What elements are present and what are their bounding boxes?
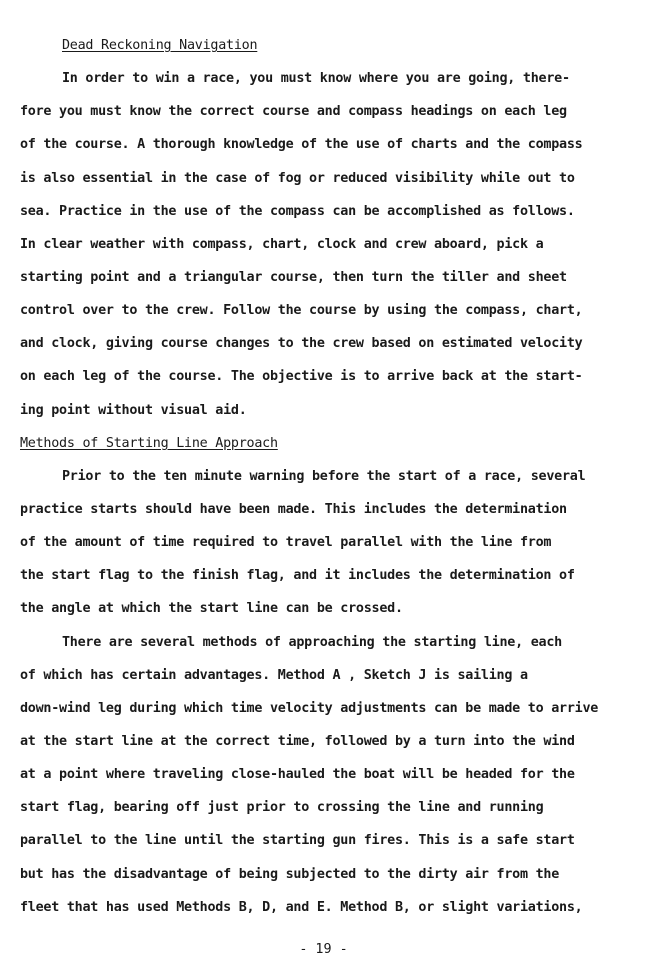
paragraph-1-line: starting point and a triangular course, then turn the tiller and sheet bbox=[20, 270, 567, 285]
heading-dead-reckoning-navigation: Dead Reckoning Navigation bbox=[62, 38, 258, 53]
paragraph-3-line: at the start line at the correct time, followed by a turn into the wind bbox=[20, 734, 575, 749]
paragraph-3-line: fleet that has used Methods B, D, and E. Method B, or slight variations, bbox=[20, 900, 583, 915]
paragraph-2-line: practice starts should have been made. This includes the determination bbox=[20, 502, 567, 517]
paragraph-1-line: ing point without visual aid. bbox=[20, 403, 247, 418]
paragraph-3-line: There are several methods of approaching the starting line, each bbox=[62, 635, 562, 650]
paragraph-3-line: down-wind leg during which time velocity adjustments can be made to arrive bbox=[20, 701, 599, 716]
paragraph-1-line: In clear weather with compass, chart, clock and crew aboard, pick a bbox=[20, 237, 544, 252]
page-number: - 19 - bbox=[299, 942, 348, 957]
paragraph-1-line: control over to the crew. Follow the course by using the compass, chart, bbox=[20, 303, 583, 318]
paragraph-3-line: at a point where traveling close-hauled the boat will be headed for the bbox=[20, 767, 575, 782]
paragraph-1-line: In order to win a race, you must know where you are going, there- bbox=[62, 71, 570, 86]
heading-methods-of-starting-line-approach: Methods of Starting Line Approach bbox=[20, 436, 278, 451]
paragraph-3-line: of which has certain advantages. Method A , Sketch J is sailing a bbox=[20, 668, 528, 683]
paragraph-2-line: the start flag to the finish flag, and it includes the determination of bbox=[20, 568, 575, 583]
paragraph-2-line: of the amount of time required to travel parallel with the line from bbox=[20, 535, 552, 550]
paragraph-1-line: and clock, giving course changes to the crew based on estimated velocity bbox=[20, 336, 583, 351]
paragraph-1-line: is also essential in the case of fog or reduced visibility while out to bbox=[20, 171, 575, 186]
paragraph-1-line: fore you must know the correct course and compass headings on each leg bbox=[20, 104, 567, 119]
paragraph-3-line: parallel to the line until the starting gun fires. This is a safe start bbox=[20, 833, 575, 848]
paragraph-3-line: start flag, bearing off just prior to crossing the line and running bbox=[20, 800, 544, 815]
paragraph-2-line: the angle at which the start line can be crossed. bbox=[20, 601, 403, 616]
paragraph-2-line: Prior to the ten minute warning before the start of a race, several bbox=[62, 469, 586, 484]
paragraph-3-line: but has the disadvantage of being subjected to the dirty air from the bbox=[20, 867, 560, 882]
paragraph-1-line: of the course. A thorough knowledge of the use of charts and the compass bbox=[20, 137, 583, 152]
paragraph-1-line: sea. Practice in the use of the compass can be accomplished as follows. bbox=[20, 204, 575, 219]
paragraph-1-line: on each leg of the course. The objective is to arrive back at the start- bbox=[20, 369, 583, 384]
